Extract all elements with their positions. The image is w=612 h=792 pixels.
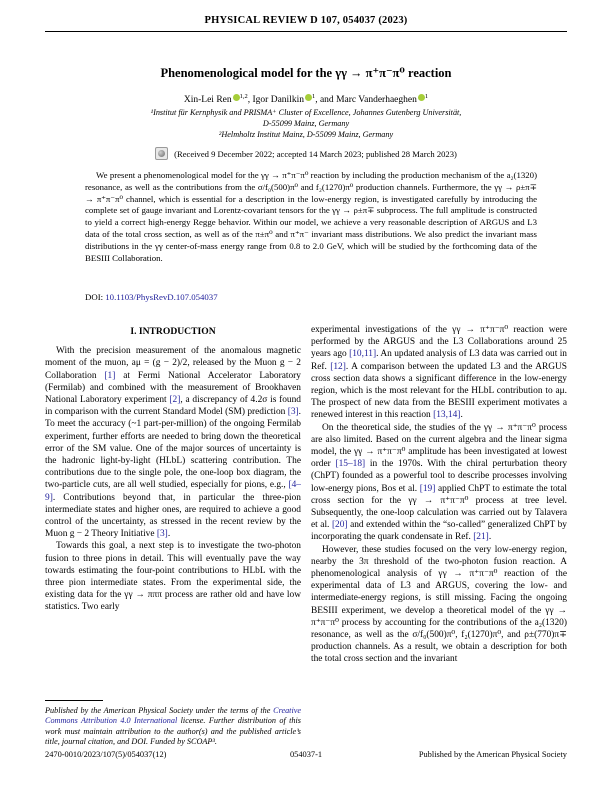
author: Igor Danilkin $^1$,: [252, 93, 320, 106]
abstract: We present a phenomenological model for the γγ → π⁺π⁻π⁰ reaction by including the production mechanism of the a₂(1320) resonance, as well as the contributions from the σ/f₀(500)π⁰ and f₂(1270)π⁰ production channels. Furthermore, the γγ → ρ±π∓ → π⁺π⁻π⁰ channel, which is essential for a description in the low-energy region, is investigated carefully by introducing the complete set of gauge invariant and Lorentz-covariant tensors for the γγ → ρ±π∓ subprocess. The full amplitude is constructed to yield a correct high-energy Regge behavior. Within our model, we achieve a very reasonable description of ARGUS and L3 data of the total cross section, as well as of the π±π⁰ and π⁺π⁻ invariant mass distributions. We also predict the invariant mass distributions in the γγ center-of-mass energy range from 0.8 to 2.0 GeV, which will be studied by the forthcoming data of the BESIII Collaboration.: [85, 170, 537, 263]
header-rule: [45, 31, 567, 32]
affiliations: [30, 108, 582, 140]
author-line: [40, 93, 572, 105]
left-column: [45, 324, 301, 748]
citation-link[interactable]: [1]: [104, 370, 116, 381]
affiliation-mark: 1: [311, 93, 316, 100]
intro-paragraph: However, these studies focused on the very low-energy region, nearby the 3π threshold of the two-photon fusion reaction. A phenomenological analysis of γγ → π⁺π⁻π⁰ reaction of the experimental data of L3 and ARGUS, covering the low- and intermediate-energy regions, is still missing. Facing the ongoing BESIII experiment, we develop a theoretical model of the γγ → π⁺π⁻π⁰ process by accounting for the contributions of the a₂(1320) resonance, as well as the σ/f₀(500)π⁰, f₂(1270)π⁰, and ρ±(770)π∓ production channels. As a result, we obtain a description for both the total cross section and the invariant: [311, 544, 567, 665]
citation-link[interactable]: [20]: [331, 520, 348, 531]
received-line: (Received 9 December 2022; accepted 14 March 2023; published 28 March 2023): [0, 147, 612, 160]
page-number: 054037-1: [289, 750, 323, 759]
affiliation-mark: 1: [424, 93, 429, 100]
intro-paragraph: experimental investigations of the γγ → π⁺π⁻π⁰ reaction were performed by the ARGUS and the L3 Collaborations around 25 years ago [10,11]. An updated analysis of L3 data was carried out in Ref. [12]. A comparison between the updated L3 and the ARGUS cross section data shows a significant difference in the low-energy region, which is the most relevant for the HLbL contribution to aμ. The prospect of new data from the BESIII experiment motivates a renewed interest in this reaction [13,14].: [311, 325, 567, 421]
publisher-note: Published by the American Physical Society: [418, 750, 567, 759]
affiliation-line: ¹Institut für Kernphysik and PRISMA⁺ Cluster of Excellence, Johannes Gutenberg Universität,: [150, 108, 462, 117]
orcid-icon[interactable]: [233, 94, 240, 101]
citation-link[interactable]: [19]: [419, 483, 436, 494]
orcid-icon[interactable]: [305, 94, 312, 101]
paper-title: Phenomenological model for the γγ → π⁺π⁻π⁰ reaction: [160, 66, 452, 80]
doi-label: DOI:: [85, 292, 106, 302]
citation-link[interactable]: [15–18]: [335, 459, 366, 470]
license-footnote: Published by the American Physical Society under the terms of the Creative Commons Attribution 4.0 International license. Further distribution of this work must maintain attribution to the author(s) and the published article’s title, journal citation, and DOI. Funded by SCOAP³.: [45, 705, 301, 747]
issn-code: 2470-0010/2023/107(5)/054037(12): [45, 750, 167, 759]
affiliation-line: D-55099 Mainz, Germany: [262, 118, 350, 128]
doi-link[interactable]: 10.1103/PhysRevD.107.054037: [105, 292, 218, 302]
author-name: Igor Danilkin: [252, 95, 304, 106]
citation-link[interactable]: [12]: [330, 361, 346, 372]
affiliation-mark: 1,2: [239, 93, 248, 100]
author-name: Marc Vanderhaeghen: [336, 95, 417, 106]
citation-link[interactable]: [4–9]: [45, 480, 301, 503]
footnote-separator: [45, 700, 103, 701]
creative-commons-link[interactable]: Creative Commons Attribution 4.0 International: [45, 705, 301, 726]
section-heading-introduction: I. INTRODUCTION: [130, 326, 216, 337]
journal-header: PHYSICAL REVIEW D 107, 054037 (2023): [204, 15, 408, 26]
page-footer: [45, 750, 567, 759]
author-name: Xin-Lei Ren: [183, 95, 232, 106]
doi-line: [85, 292, 218, 302]
author: Xin-Lei Ren $^{1,2}$,: [183, 93, 253, 106]
intro-paragraph: On the theoretical side, the studies of the γγ → π⁺π⁻π⁰ process are also limited. Based on the current algebra and the linear sigma model, the γγ → π⁺π⁻π⁰ amplitude has been investigated at lowest order [15–18] in the 1970s. With the chiral perturbation theory (ChPT) founded as a powerful tool to describe processes involving low-energy pions, Bos et al. [19] applied ChPT to estimate the total cross section for the γγ → π⁺π⁻π⁰ process at tree level. Subsequently, the one-loop calculation was carried out by Talavera et al. [20] and extended within the “so-called” generalized ChPT by incorporating the quark condensate in Ref. [21].: [311, 422, 567, 543]
citation-link[interactable]: [13,14]: [433, 410, 461, 421]
citation-link[interactable]: [10,11]: [349, 349, 377, 360]
license-footnote-block: [45, 700, 301, 748]
right-column: [311, 324, 567, 748]
intro-paragraph: With the precision measurement of the anomalous magnetic moment of the muon, aμ = (g − 2)/2, released by the Muon g − 2 Collaboration [1] at Fermi National Accelerator Laboratory (Fermilab) and combined with the measurement of Brookhaven National Laboratory experiment [2], a discrepancy of 4.2σ is found in comparison with the current Standard Model (SM) prediction [3]. To meet the accuracy (~1 part-per-million) of the ongoing Fermilab experiment, further efforts are needed to bring down the theoretical error of the SM value. One of the major sources of uncertainty is the hadronic light-by-light (HLbL) scattering contribution. The contributions due to the single pole, the one-loop box diagram, the two-particle cuts, are all well studied, especially for pions, e.g., [4–9]. Contributions beyond that, in particular the three-pion intermediate states and higher ones, are required to achieve a good control of the uncertainty, as stressed in the recent review by the Muon g − 2 Theory Initiative [3].: [45, 346, 301, 540]
orcid-icon[interactable]: [418, 94, 425, 101]
citation-link[interactable]: [2]: [169, 395, 181, 406]
affiliation-line: ²Helmholtz Institut Mainz, D-55099 Mainz, Germany: [218, 129, 394, 139]
author: and Marc Vanderhaeghen $^1$: [319, 93, 429, 106]
crossmark-icon[interactable]: [155, 147, 168, 160]
citation-link[interactable]: [21]: [473, 532, 489, 543]
two-column-body: [45, 324, 567, 748]
citation-link[interactable]: [3]: [287, 407, 299, 418]
citation-link[interactable]: [3]: [156, 529, 168, 540]
intro-paragraph: Towards this goal, a next step is to investigate the two-photon fusion to three pions in detail. This will eventually pave the way towards estimating the four-point contributions to HLbL with the three pion intermediate states. From the experimental side, the existing data for the γγ → πππ process are rather old and have low statistics. Two early: [45, 541, 301, 613]
